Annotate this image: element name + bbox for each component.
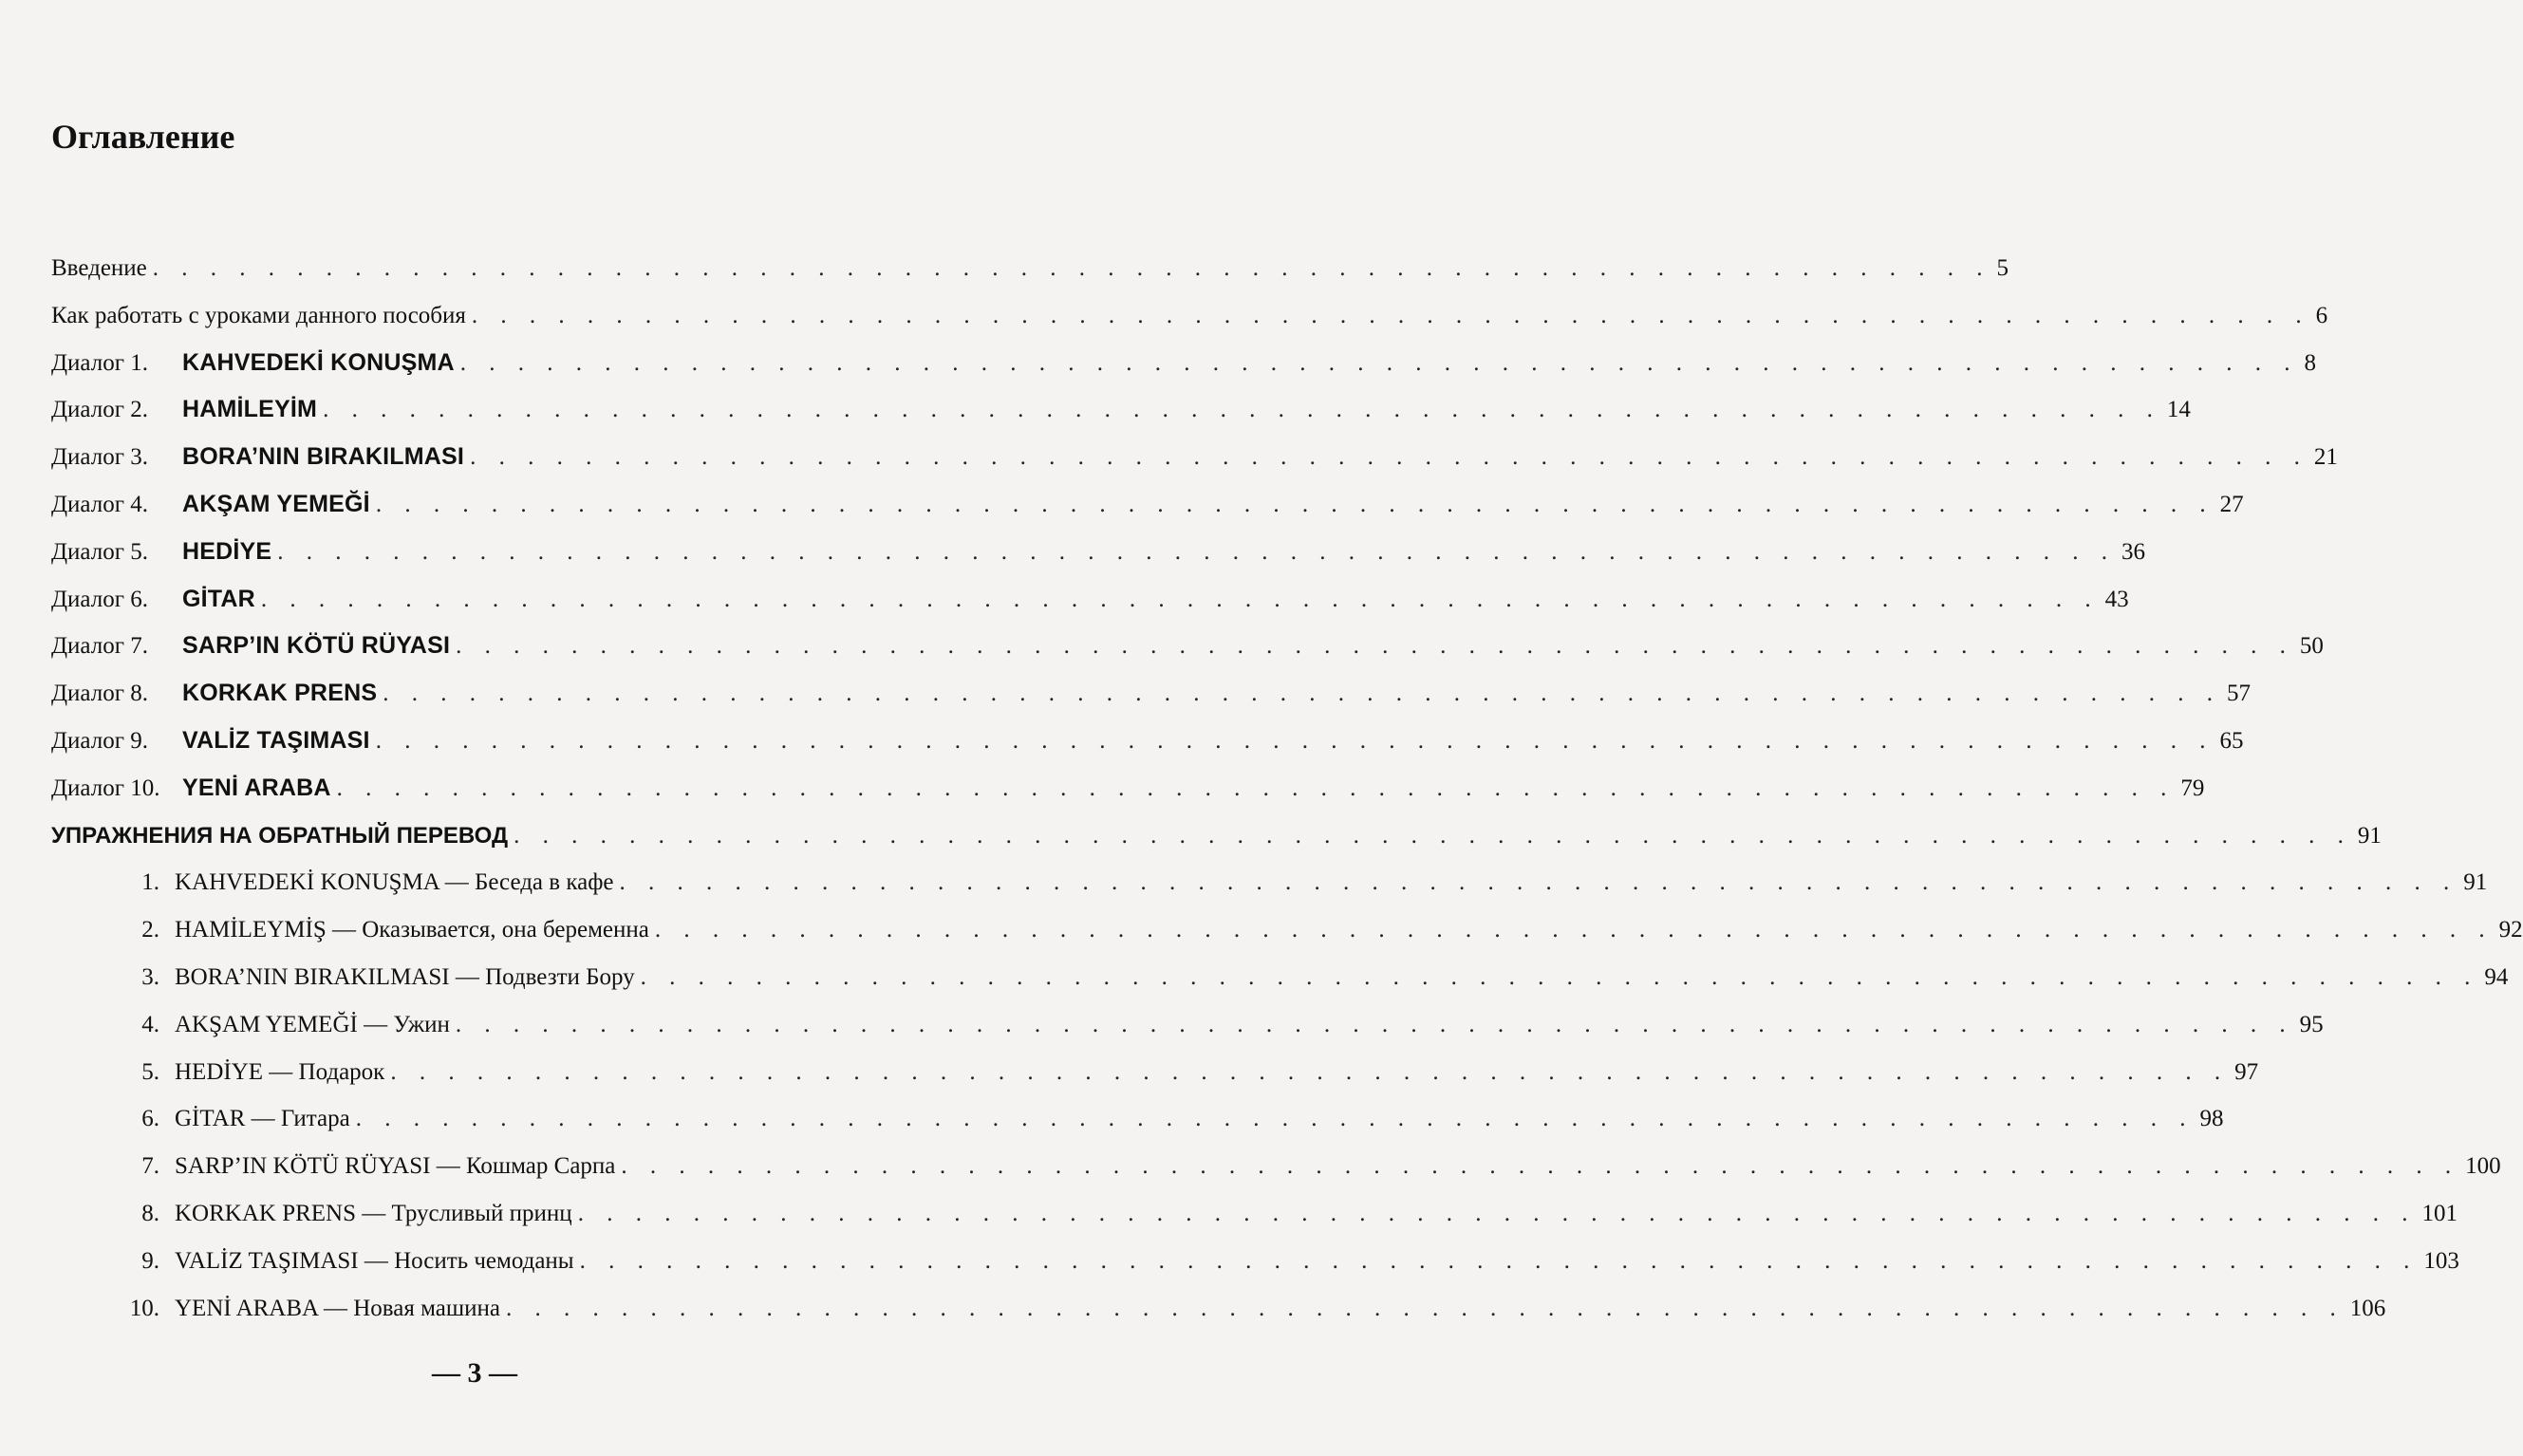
toc-entry-label: [51, 386, 317, 434]
toc-entry-exercise: [51, 1285, 2386, 1333]
exercise-title: KAHVEDEKİ KONUŞMA — Беседа в кафе: [175, 869, 614, 896]
toc-entry-exercise: [51, 1049, 2259, 1096]
exercise-number: 9.: [141, 1247, 159, 1274]
toc-entry-exercise: [51, 1190, 2458, 1238]
toc-entry-label: [51, 1001, 450, 1049]
dialog-name: AKŞAM YEMEĞİ: [182, 490, 370, 517]
toc-entry-dialog: [51, 340, 2316, 387]
dot-leader: . . . . . . . . . . . . . . . . . . . . . . . . . . . . . . . . . . . . . . . . . . . . . . . . . . . . . . . . . . . . . . . .: [375, 727, 2215, 754]
dot-leader: . . . . . . . . . . . . . . . . . . . . . . . . . . . . . . . . . . . . . . . . . . . . . . . . . . . . . . . . . . . . . . . .: [383, 681, 2221, 707]
exercise-number: 6.: [141, 1106, 159, 1132]
toc-entry-dialog: [51, 576, 2129, 624]
exercise-number: 10.: [129, 1295, 159, 1321]
dot-leader: . . . . . . . . . . . . . . . . . . . . . . . . . . . . . . . . . . . . . . . . . . . . . . . . . . . . . . . . . . . . . . . .: [260, 586, 2100, 612]
dot-leader: . . . . . . . . . . . . . . . . . . . . . . . . . . . . . . . . . . . . . . . . . . . . . . . . . . . . . . . . . . . . . . . .: [323, 397, 2161, 423]
toc-entry-page: 50: [2299, 633, 2324, 660]
dot-leader: . . . . . . . . . . . . . . . . . . . . . . . . . . . . . . . . . . . . . . . . . . . . . . . . . . . . . . . . . . . . . . . .: [459, 349, 2299, 376]
dot-leader: . . . . . . . . . . . . . . . . . . . . . . . . . . . . . . . . . . . . . . . . . . . . . . . . . . . . . . . . . . . . . . . .: [470, 444, 2308, 471]
dialog-name: HAMİLEYİM: [182, 396, 318, 423]
toc-entry-dialog: [51, 386, 2191, 434]
dialog-name: BORA’NIN BIRAKILMASI: [182, 443, 465, 471]
toc-entry-label: [51, 954, 635, 1001]
toc-entry-label: [51, 481, 370, 529]
dot-leader: . . . . . . . . . . . . . . . . . . . . . . . . . . . . . . . . . . . . . . . . . . . . . . . . . . . . . . . . . . . . . . . .: [577, 1200, 2417, 1226]
toc-entry-page: 8: [2304, 349, 2316, 376]
toc-entry-page: 94: [2484, 963, 2509, 990]
dialog-name: KORKAK PRENS: [182, 680, 378, 707]
toc-entry-exercise: [51, 1095, 2224, 1143]
toc-entry-dialog: [51, 670, 2251, 718]
toc-entry-exercise: [51, 1001, 2324, 1049]
dialog-name: YENİ ARABA: [182, 774, 331, 801]
page-number: — 3 —: [432, 1357, 517, 1389]
toc-entry-howto: [51, 292, 2328, 340]
toc-entry-page: 95: [2299, 1011, 2324, 1037]
toc-entry-label: [51, 765, 331, 812]
exercise-number: 3.: [141, 963, 159, 990]
exercise-title: HAMİLEYMİŞ — Оказывается, она беременна: [175, 917, 649, 943]
toc-entry-label: [51, 623, 450, 670]
toc-entry-label: [51, 340, 455, 387]
exercise-title: SARP’IN KÖTÜ RÜYASI — Кошмар Сарпа: [175, 1153, 616, 1180]
dialog-prefix: Диалог 10.: [51, 775, 160, 801]
dot-leader: . . . . . . . . . . . . . . . . . . . . . . . . . . . . . . . . . . . . . . . . . . . . . . . . . . . . . . . . . . . . . . . .: [621, 1153, 2460, 1180]
dialog-prefix: Диалог 6.: [51, 586, 148, 612]
dialog-prefix: Диалог 5.: [51, 538, 148, 565]
dot-leader: . . . . . . . . . . . . . . . . . . . . . . . . . . . . . . . . . . . . . . . . . . . . . . . . . . . . . . . . . . . . . . . .: [640, 963, 2479, 990]
exercise-title: AKŞAM YEMEĞİ — Ужин: [175, 1011, 450, 1037]
toc-entry-label: [51, 434, 464, 481]
toc-entry-label: [51, 1095, 350, 1143]
toc-entry-label: [51, 1049, 384, 1096]
toc-entry-dialog: [51, 623, 2324, 670]
toc-entry-exercise: [51, 906, 2523, 954]
toc-entry-label: [51, 1143, 615, 1190]
toc-entry-page: 97: [2234, 1058, 2259, 1085]
toc-entry-label: Введение: [51, 255, 147, 281]
dot-leader: . . . . . . . . . . . . . . . . . . . . . . . . . . . . . . . . . . . . . . . . . . . . . . . . . . . . . . . . . . . . . . . .: [277, 538, 2117, 565]
toc-entry-dialog: [51, 481, 2244, 529]
toc-entry-page: 65: [2219, 727, 2244, 754]
toc-entry-page: 106: [2349, 1295, 2386, 1321]
dot-leader: . . . . . . . . . . . . . . . . . . . . . . . . . . . . . . . . . . . . . . . . . . . . . . . . . . . . . . . . . . . . . . . .: [456, 633, 2294, 660]
toc-entry-label: Как работать с уроками данного пособия: [51, 302, 466, 328]
dialog-name: GİTAR: [182, 585, 255, 612]
toc-entry-page: 14: [2166, 397, 2191, 423]
dot-leader: . . . . . . . . . . . . . . . . . . . . . . . . . . . . . . . . . . . . . . . . . . . . . . . . . . . . . . . . . . . . . . . .: [355, 1106, 2195, 1132]
dialog-name: VALİZ TAŞIMASI: [182, 726, 370, 754]
toc-entry-label: [51, 1238, 574, 1285]
dialog-prefix: Диалог 1.: [51, 349, 148, 376]
toc-entry-page: 92: [2498, 917, 2523, 943]
dialog-prefix: Диалог 4.: [51, 491, 148, 517]
toc-entry-label: [51, 576, 255, 624]
toc-entry-exercise: [51, 1238, 2459, 1285]
exercise-number: 5.: [141, 1058, 159, 1085]
toc-entry-page: 101: [2421, 1200, 2458, 1226]
toc-entry-dialog: [51, 765, 2205, 812]
exercise-number: 7.: [141, 1153, 159, 1180]
toc-section-label: УПРАЖНЕНИЯ НА ОБРАТНЫЙ ПЕРЕВОД: [51, 822, 509, 849]
dot-leader: . . . . . . . . . . . . . . . . . . . . . . . . . . . . . . . . . . . . . . . . . . . . . . . . . . . . . . . . . . . . . . . .: [471, 302, 2310, 328]
dialog-prefix: Диалог 2.: [51, 397, 148, 423]
dialog-prefix: Диалог 8.: [51, 681, 148, 707]
toc-entry-page: 91: [2463, 869, 2488, 896]
dot-leader: . . . . . . . . . . . . . . . . . . . . . . . . . . . . . . . . . . . . . . . . . . . . . . . . . . . . . . . . . . . . . . . .: [579, 1247, 2419, 1274]
toc-entry-page: 98: [2199, 1106, 2224, 1132]
dot-leader: . . . . . . . . . . . . . . . . . . . . . . . . . . . . . . . . . . . . . . . . . . . . . . . . . . . . . . . . . . . . . . . .: [455, 1011, 2294, 1037]
exercise-title: GİTAR — Гитара: [175, 1106, 350, 1132]
exercise-number: 8.: [141, 1200, 159, 1226]
dot-leader: . . . . . . . . . . . . . . . . . . . . . . . . . . . . . . . . . . . . . . . . . . . . . . . . . . . . . . . . . . . . . . . .: [390, 1058, 2230, 1085]
toc-entry-page: 21: [2313, 444, 2338, 471]
toc-entry-dialog: [51, 529, 2146, 576]
toc-entry-page: 27: [2219, 491, 2244, 517]
toc-entry-page: 79: [2180, 775, 2205, 801]
toc-entry-dialog: [51, 434, 2338, 481]
toc-entry-intro: [51, 245, 2009, 292]
dot-leader: . . . . . . . . . . . . . . . . . . . . . . . . . . . . . . . . . . . . . . . . . . . . . . . . . . . . . . . . . . . . . . . .: [514, 822, 2352, 849]
toc-entry-page: 36: [2121, 538, 2146, 565]
toc-entry-page: 43: [2104, 586, 2129, 612]
dot-leader: . . . . . . . . . . . . . . . . . . . . . . . . . . . . . . . . . . . . . . . . . . . . . . . . . . . . . . . . . . . . . . . .: [336, 775, 2176, 801]
dialog-prefix: Диалог 7.: [51, 633, 148, 660]
table-of-contents: [51, 245, 2523, 1332]
toc-entry-page: 6: [2315, 302, 2328, 328]
toc-entry-exercise: [51, 859, 2488, 906]
dot-leader: . . . . . . . . . . . . . . . . . . . . . . . . . . . . . . . . . . . . . . . . . . . . . . . . . . . . . . . . . . . . . . . .: [375, 491, 2215, 517]
toc-entry-label: [51, 859, 614, 906]
toc-entry-label: [51, 1190, 572, 1238]
toc-entry-label: [51, 670, 377, 718]
toc-entry-label: [51, 1285, 500, 1333]
toc-entry-dialog: [51, 718, 2244, 765]
toc-entry-page: 100: [2465, 1153, 2501, 1180]
toc-entry-exercises: [51, 812, 2382, 860]
dot-leader: . . . . . . . . . . . . . . . . . . . . . . . . . . . . . . . . . . . . . . . . . . . . . . . . . . . . . . . . . . . . . . . .: [619, 869, 2458, 896]
toc-entry-page: 91: [2357, 822, 2382, 849]
dialog-name: KAHVEDEKİ KONUŞMA: [182, 348, 455, 376]
toc-entry-exercise: [51, 954, 2509, 1001]
toc-entry-page: 5: [1996, 255, 2009, 281]
toc-entry-label: [51, 529, 271, 576]
dialog-name: HEDİYE: [182, 537, 272, 565]
toc-entry-label: [51, 906, 649, 954]
exercise-title: VALİZ TAŞIMASI — Носить чемоданы: [175, 1247, 574, 1274]
exercise-title: HEDİYE — Подарок: [175, 1058, 385, 1085]
exercise-title: YENİ ARABA — Новая машина: [175, 1295, 500, 1321]
exercise-number: 4.: [141, 1011, 159, 1037]
exercise-number: 1.: [141, 869, 159, 896]
exercise-title: BORA’NIN BIRAKILMASI — Подвезти Бору: [175, 963, 635, 990]
page-title: Оглавление: [51, 118, 235, 156]
exercise-number: 2.: [141, 917, 159, 943]
dialog-prefix: Диалог 3.: [51, 444, 148, 471]
dot-leader: . . . . . . . . . . . . . . . . . . . . . . . . . . . . . . . . . . . . . . . . . . . . . . . . . . . . . . . . . . . . . . . .: [152, 255, 1991, 281]
toc-entry-page: 57: [2226, 681, 2251, 707]
dialog-prefix: Диалог 9.: [51, 727, 148, 754]
toc-entry-exercise: [51, 1143, 2501, 1190]
dot-leader: . . . . . . . . . . . . . . . . . . . . . . . . . . . . . . . . . . . . . . . . . . . . . . . . . . . . . . . . . . . . . . . .: [505, 1295, 2345, 1321]
exercise-title: KORKAK PRENS — Трусливый принц: [175, 1200, 572, 1226]
dialog-name: SARP’IN KÖTÜ RÜYASI: [182, 632, 451, 660]
toc-entry-label: [51, 718, 370, 765]
toc-entry-page: 103: [2423, 1247, 2459, 1274]
dot-leader: . . . . . . . . . . . . . . . . . . . . . . . . . . . . . . . . . . . . . . . . . . . . . . . . . . . . . . . . . . . . . . . .: [654, 917, 2494, 943]
